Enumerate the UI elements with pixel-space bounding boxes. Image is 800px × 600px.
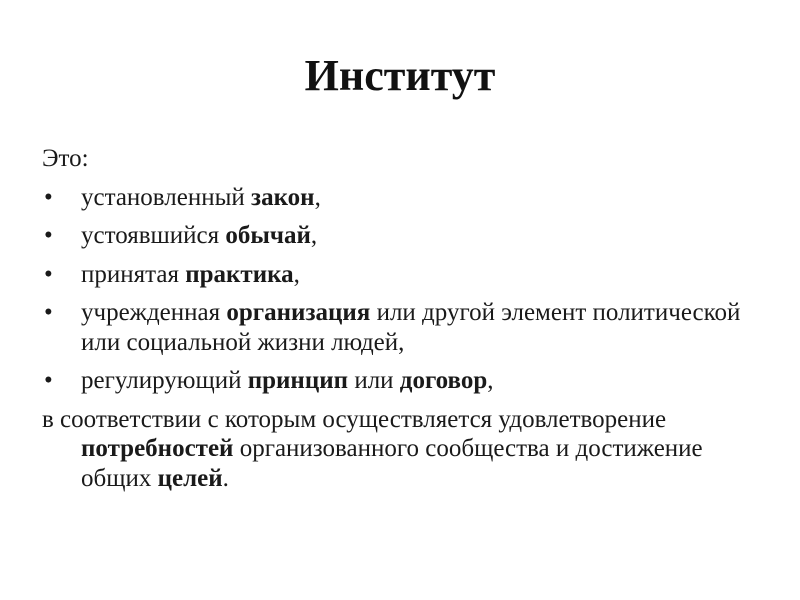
bullet-icon: • [44, 183, 53, 211]
bullet-icon: • [44, 222, 53, 249]
list-item [42, 183, 762, 213]
item-text: установленный [81, 183, 252, 211]
bullet-icon: • [44, 299, 53, 326]
item-text-end: , [314, 183, 321, 211]
item-text-end: , [293, 260, 300, 288]
item-term: организация [226, 299, 371, 326]
outro-text-end: . [222, 464, 229, 492]
outro-text-mid: организованного сообщества и достижение общих [81, 435, 703, 492]
item-term: обычай [225, 222, 311, 249]
item-term: закон [251, 183, 315, 211]
bullet-icon: • [44, 260, 53, 288]
item-text-end: , [487, 367, 494, 394]
list-item [42, 221, 762, 251]
list-item [42, 260, 762, 290]
item-text: регулирующий [81, 367, 248, 394]
outro-term-2: целей [157, 464, 223, 492]
outro-text-start: в соответствии с которым осуществляется удовлетворение [42, 405, 667, 433]
item-text: устоявшийся [81, 222, 226, 249]
item-text: учрежденная [81, 299, 227, 326]
bullet-list [42, 183, 762, 396]
item-term: практика [185, 260, 294, 288]
list-item [42, 366, 762, 396]
item-text-end: или другой элемент политической или социальной жизни людей, [81, 299, 741, 356]
bullet-icon: • [44, 367, 53, 394]
intro-text: Это: [42, 145, 89, 172]
outro-term: потребностей [81, 435, 234, 462]
item-term-2: договор [399, 367, 488, 394]
slide-body [42, 144, 762, 493]
item-term: принцип [247, 367, 349, 394]
slide-title: Институт [304, 51, 496, 100]
outro-text [42, 405, 762, 494]
item-text: принятая [81, 260, 186, 288]
item-text-end: , [310, 222, 318, 249]
item-text-mid: или [348, 367, 400, 394]
list-item [42, 298, 762, 357]
